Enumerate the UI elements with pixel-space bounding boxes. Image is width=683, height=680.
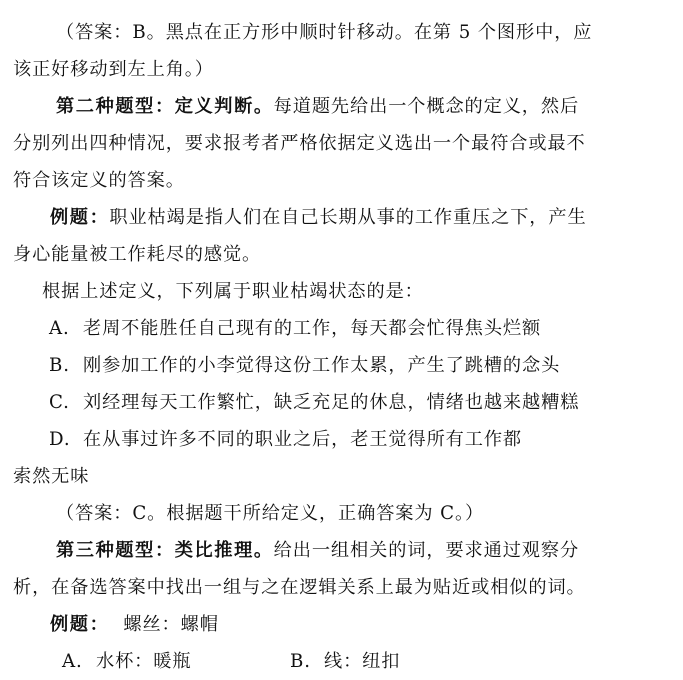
option-text: 在从事过许多不同的职业之后，老王觉得所有工作都 <box>83 429 523 450</box>
option-d <box>49 428 522 452</box>
type2-example-line1 <box>50 206 587 230</box>
option-letter: B. <box>290 651 311 672</box>
type2-question: 根据上述定义，下列属于职业枯竭状态的是： <box>42 281 424 302</box>
type3-heading: 第三种题型：类比推理。 <box>56 540 274 561</box>
option-text: 刘经理每天工作繁忙，缺乏充足的休息，情绪也越来越糟糕 <box>83 392 580 413</box>
option-text: 刚参加工作的小李觉得这份工作太累，产生了跳槽的念头 <box>83 355 561 376</box>
option-text: 线：纽扣 <box>324 651 401 672</box>
option-a <box>49 317 541 341</box>
type3-option-a <box>62 650 191 674</box>
answer1-line2: 该正好移动到左上角。） <box>13 59 214 80</box>
option-letter: D. <box>49 429 71 450</box>
answer1-line1: （答案：B。黑点在正方形中顺时针移动。在第 5 个图形中，应 <box>56 22 593 43</box>
option-b <box>49 354 560 378</box>
option-letter: B. <box>49 355 70 376</box>
option-text: 水杯：暖瓶 <box>96 651 192 672</box>
type3-line1-rest: 给出一组相关的词，要求通过观察分 <box>273 540 580 561</box>
type2-line1-rest: 每道题先给出一个概念的定义，然后 <box>273 96 580 117</box>
option-d-continued: 索然无味 <box>13 466 90 487</box>
type2-paragraph-line2: 分别列出四种情况，要求报考者严格依据定义选出一个最符合或最不 <box>13 133 586 154</box>
type2-paragraph-line1 <box>56 95 579 119</box>
type2-answer: （答案：C。根据题干所给定义，正确答案为 C。） <box>56 503 485 524</box>
type2-example-label: 例题： <box>50 207 110 228</box>
type3-option-b <box>290 650 400 674</box>
type2-heading: 第二种题型：定义判断。 <box>56 96 274 117</box>
type2-paragraph-line3: 符合该定义的答案。 <box>13 170 185 191</box>
type2-example-text: 职业枯竭是指人们在自己长期从事的工作重压之下，产生 <box>109 207 587 228</box>
type3-example-text: 螺丝：螺帽 <box>123 614 219 635</box>
type3-paragraph-line1 <box>56 539 579 563</box>
type3-example <box>50 613 219 637</box>
option-letter: C. <box>49 392 70 413</box>
option-c <box>49 391 579 415</box>
type2-example-line2: 身心能量被工作耗尽的感觉。 <box>13 244 262 265</box>
option-letter: A. <box>49 318 70 339</box>
type3-example-label: 例题： <box>50 614 110 635</box>
type3-paragraph-line2: 析，在备选答案中找出一组与之在逻辑关系上最为贴近或相似的词。 <box>13 577 586 598</box>
option-letter: A. <box>62 651 83 672</box>
option-text: 老周不能胜任自己现有的工作，每天都会忙得焦头烂额 <box>83 318 542 339</box>
